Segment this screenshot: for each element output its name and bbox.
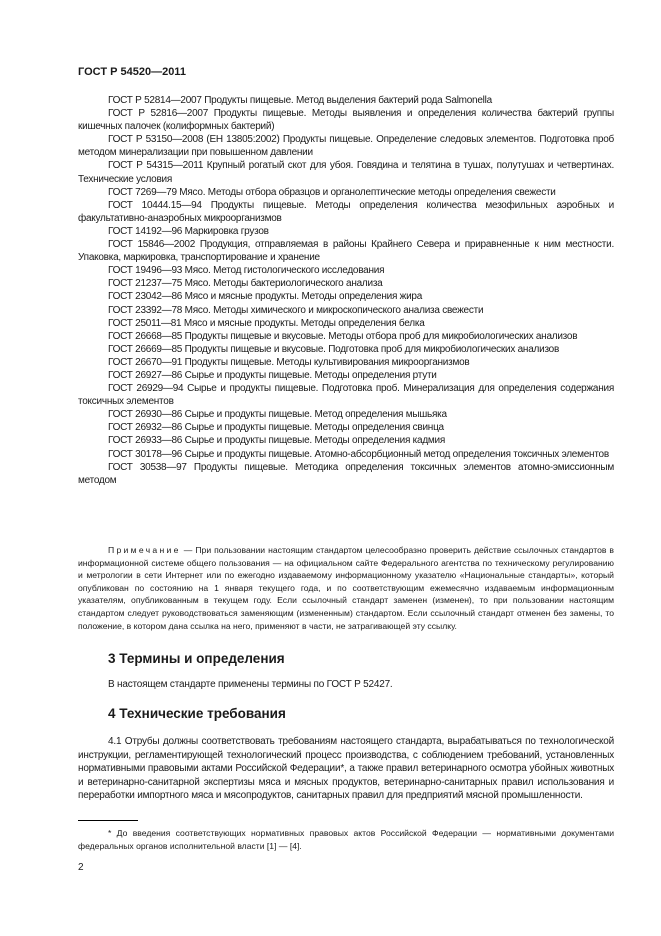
reference-item: ГОСТ 14192—96 Маркировка грузов [108,225,269,237]
footnote-divider [78,820,138,821]
section-4-heading: 4 Технические требования [108,706,286,721]
reference-item: ГОСТ 7269—79 Мясо. Методы отбора образцов и органолептические методы определения свежести [108,186,556,198]
reference-item: ГОСТ 26930—86 Сырье и продукты пищевые. Метод определения мышьяка [108,409,447,421]
reference-item: ГОСТ 23042—86 Мясо и мясные продукты. Методы определения жира [108,291,423,303]
reference-item: ГОСТ 21237—75 Мясо. Методы бактериологического анализа [108,278,383,290]
reference-item: ГОСТ 19496—93 Мясо. Метод гистологического исследования [108,265,385,277]
reference-item: ГОСТ 23392—78 Мясо. Методы химического и микроскопического анализа свежести [108,304,484,316]
reference-item: ГОСТ 15846—2002 Продукция, отправляемая в районы Крайнего Севера и приравненные к ним местности. Упаковка, маркировка, транспортирование и хранение [78,239,614,264]
reference-item: ГОСТ Р 52816—2007 Продукты пищевые. Методы выявления и определения количества бактерий группы кишечных палочек (колиформных бактерий) [78,108,614,133]
reference-item: ГОСТ Р 53150—2008 (ЕН 13805:2002) Продукты пищевые. Определение следовых элементов. Подготовка проб методом минерализации при повышенном давлении [78,134,614,159]
reference-item: ГОСТ 10444.15—94 Продукты пищевые. Методы определения количества мезофильных аэробных и факультативно-анаэробных микроорганизмов [78,199,614,224]
page-number: 2 [78,862,84,873]
reference-item: ГОСТ 26927—86 Сырье и продукты пищевые. Методы определения ртути [108,369,437,381]
reference-item: ГОСТ Р 54315—2011 Крупный рогатый скот для убоя. Говядина и телятина в тушах, полутушах и четвертинах. Технические условия [78,160,614,185]
reference-item: ГОСТ 26929—94 Сырье и продукты пищевые. Подготовка проб. Минерализация для определения содержания токсичных элементов [78,383,614,408]
reference-item: ГОСТ 26932—86 Сырье и продукты пищевые. Методы определения свинца [108,422,444,434]
note-text: — При пользовании настоящим стандартом целесообразно проверить действие ссылочных стандартов в информационной системе общего пользования — на официальном сайте Федерального агентства по техническому регулированию и метрологии в сети Интернет или по ежегодно издаваемому информационному указателю «Национальные стандарты», который опубликован по состоянию на 1 января текущего года, и по соответствующим ежемесячно издаваемым информационным указателям, опубликованным в текущем году. Если ссылочный стандарт заменен (изменен), то при пользовании настоящим стандартом следует руководствоваться заменяющим (измененным) стандартом. Если ссылочный стандарт отменен без замены, то положение, в котором дана ссылка на него, применяют в части, не затрагивающей эту ссылку. [78,545,614,631]
normative-references-list [78,94,614,487]
reference-item: ГОСТ 26670—91 Продукты пищевые. Методы культивирования микроорганизмов [108,356,470,368]
section-3-text: В настоящем стандарте применены термины по ГОСТ Р 52427. [108,679,393,690]
section-3-heading: 3 Термины и определения [108,651,285,666]
document-header: ГОСТ Р 54520—2011 [78,66,186,78]
clause-4-1: 4.1 Отрубы должны соответствовать требованиям настоящего стандарта, вырабатываться по технологической инструкции, регламентирующей технологический процесс производства, с соблюдением требований, установленных нормативными правовыми актами Российской Федерации*, а также правил ветеринарного осмотра убойных животных и ветеринарно-санитарной экспертизы мяса и мясных продуктов, ветеринарно-санитарных правил использования и переработки импортного мяса и мясопродуктов, санитарных правил для предприятий мясной промышленности. [78,736,614,802]
reference-item: ГОСТ 30178—96 Сырье и продукты пищевые. Атомно-абсорбционный метод определения токсичных элементов [108,448,609,460]
note-label: Примечание [108,545,181,555]
reference-item: ГОСТ 25011—81 Мясо и мясные продукты. Методы определения белка [108,317,425,329]
reference-item: ГОСТ 26669—85 Продукты пищевые и вкусовые. Подготовка проб для микробиологических анализов [108,343,560,355]
note [78,544,614,632]
reference-item: ГОСТ 26668—85 Продукты пищевые и вкусовые. Методы отбора проб для микробиологических анализов [108,330,578,342]
reference-item: ГОСТ 26933—86 Сырье и продукты пищевые. Методы определения кадмия [108,435,446,447]
reference-item: ГОСТ Р 52814—2007 Продукты пищевые. Метод выделения бактерий рода Salmonella [108,95,492,106]
footnote: * До введения соответствующих нормативных правовых актов Российской Федерации — нормативными документами федеральных органов исполнительной власти [1] — [4]. [78,828,614,851]
reference-item: ГОСТ 30538—97 Продукты пищевые. Методика определения токсичных элементов атомно-эмиссионным методом [78,461,614,486]
